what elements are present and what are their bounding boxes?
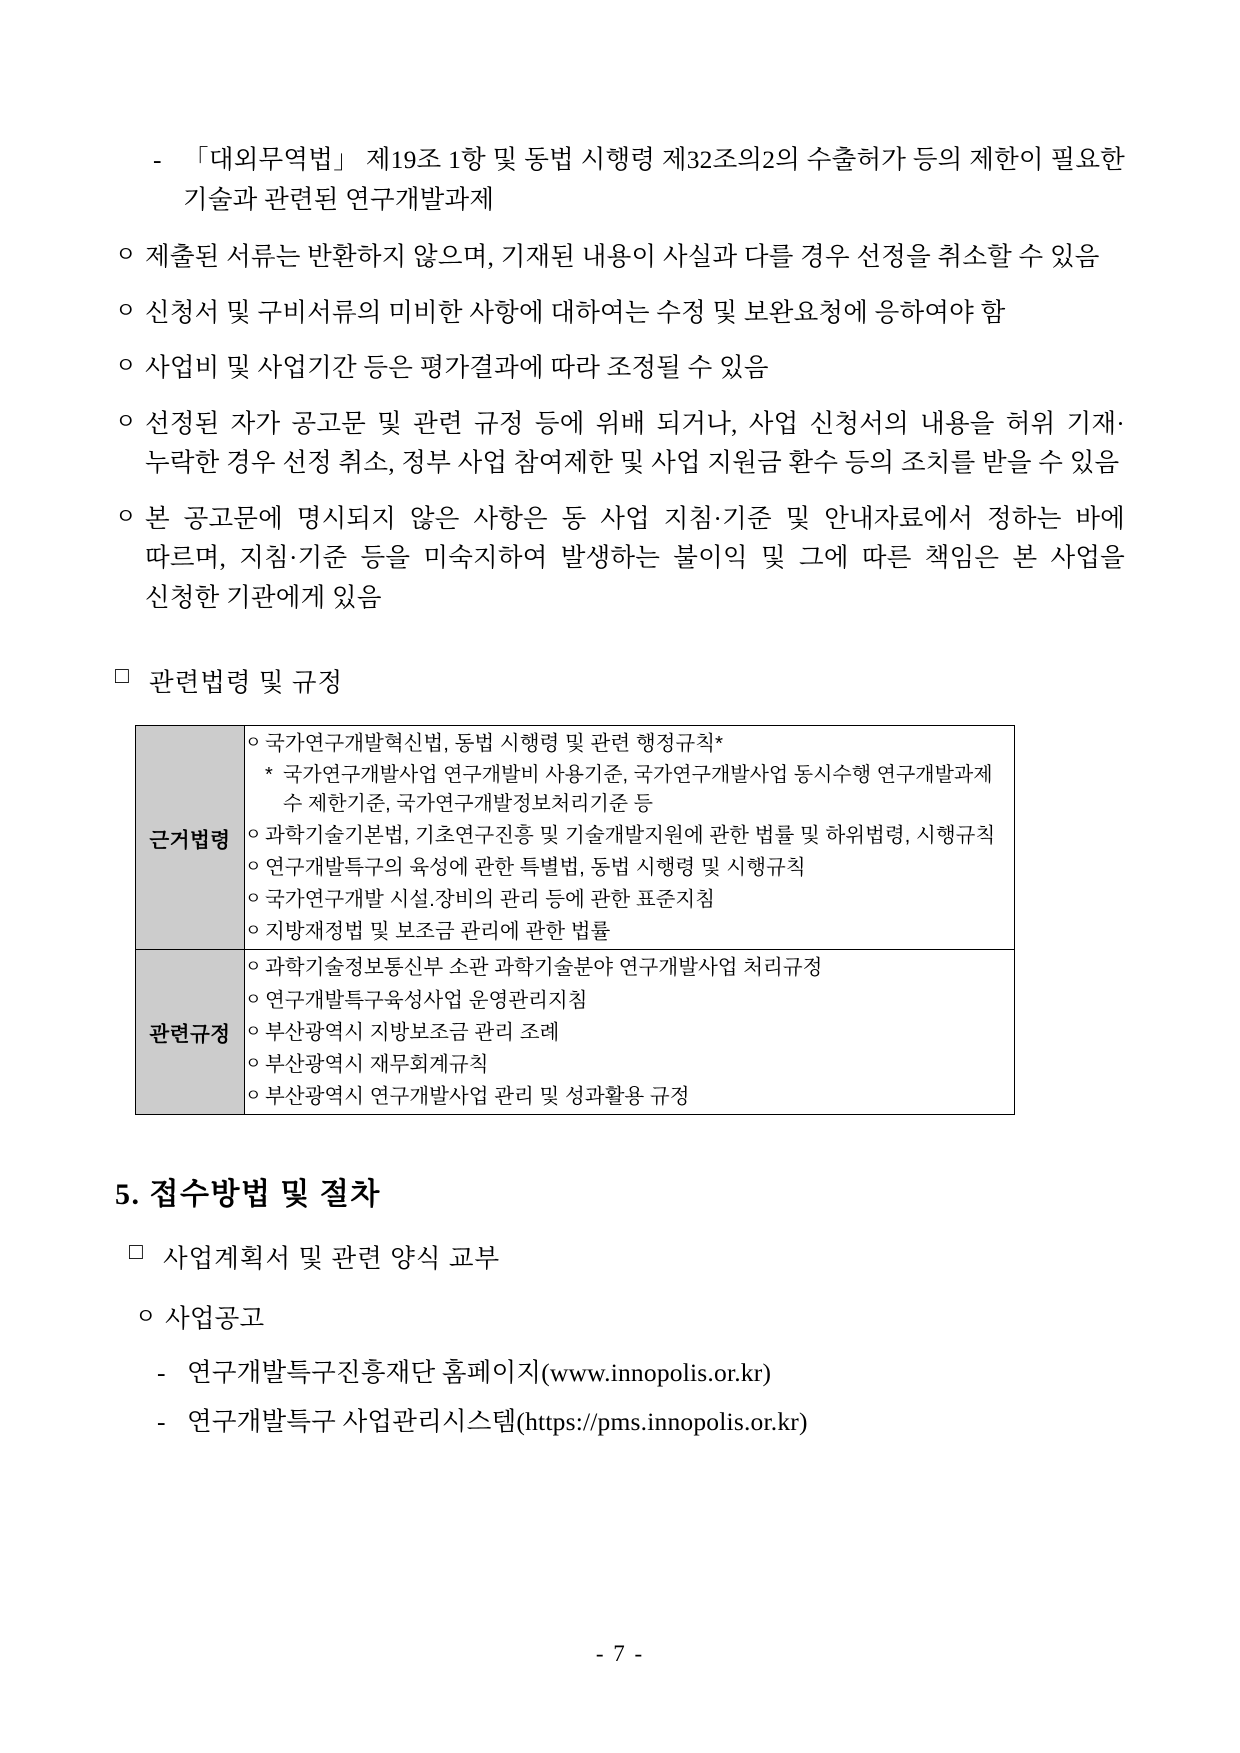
- circle-bullet-icon: ㅇ: [245, 1021, 262, 1041]
- table-list-note-text: 국가연구개발사업 연구개발비 사용기준, 국가연구개발사업 동시수행 연구개발과제 수 제한기준, 국가연구개발정보처리기준 등: [283, 764, 993, 815]
- table-list-item-text: 부산광역시 지방보조금 관리 조례: [265, 1020, 560, 1044]
- table-list-item-text: 부산광역시 연구개발사업 관리 및 성과활용 규정: [265, 1084, 690, 1108]
- circle-bullet-icon: ㅇ: [135, 1304, 157, 1330]
- list-marker: ㅇ: [115, 503, 137, 529]
- list-item-text: 연구개발특구진흥재단 홈페이지(www.innopolis.or.kr): [187, 1357, 772, 1387]
- section-title: 5. 접수방법 및 절차: [115, 1178, 381, 1212]
- square-bullet-icon: □: [115, 663, 130, 689]
- row-content: [245, 950, 1015, 1115]
- list-item: [115, 404, 1125, 483]
- page-number: - 7 -: [595, 1641, 645, 1666]
- law-section-heading: [115, 663, 1125, 699]
- table-row: [136, 726, 1015, 950]
- list-item-text: 사업비 및 사업기간 등은 평가결과에 따라 조정될 수 있음: [145, 353, 769, 383]
- circle-bullet-icon: ㅇ: [245, 957, 262, 977]
- list-item-text: 제출된 서류는 반환하지 않으며, 기재된 내용이 사실과 다를 경우 선정을 취소할 수 있음: [145, 242, 1100, 272]
- table-list-item-text: 국가연구개발 시설.장비의 관리 등에 관한 표준지침: [265, 888, 716, 912]
- table-list-item-text: 연구개발특구육성사업 운영관리지침: [265, 988, 588, 1012]
- table-list-item-text: 과학기술기본법, 기초연구진흥 및 기술개발지원에 관한 법률 및 하위법령, 시행규칙: [265, 824, 996, 848]
- table-list-item: [245, 885, 1014, 914]
- table-list-item-text: 과학기술정보통신부 소관 과학기술분야 연구개발사업 처리규정: [265, 956, 823, 980]
- row-label: 관련규정: [136, 950, 245, 1115]
- list-marker: ㅇ: [115, 242, 137, 268]
- table-list-item: [245, 1050, 1014, 1079]
- table-list-item-text: 연구개발특구의 육성에 관한 특별법, 동법 시행령 및 시행규칙: [265, 856, 806, 880]
- list-item: [157, 1353, 1125, 1393]
- subsection-heading-text: 사업계획서 및 관련 양식 교부: [163, 1244, 501, 1274]
- table-list-item: [245, 917, 1014, 946]
- table-list-item: [245, 821, 1014, 850]
- table-list-item: [245, 953, 1014, 982]
- table-list-item: [245, 986, 1014, 1015]
- law-section-heading-text: 관련법령 및 규정: [149, 668, 344, 698]
- list-item-text: 연구개발특구 사업관리시스템(https://pms.innopolis.or.kr): [187, 1407, 808, 1437]
- list-marker: ㅇ: [115, 353, 137, 379]
- list-item-text: 사업공고: [165, 1304, 265, 1334]
- table-list-item: [245, 1018, 1014, 1047]
- circle-bullet-icon: ㅇ: [245, 1053, 262, 1073]
- list-item: [153, 140, 1125, 219]
- circle-bullet-icon: ㅇ: [245, 989, 262, 1009]
- table-list-item-text: 지방재정법 및 보조금 관리에 관한 법률: [265, 920, 611, 944]
- circle-bullet-icon: ㅇ: [245, 733, 262, 753]
- table-list-note: [265, 761, 1014, 818]
- list-item: [115, 499, 1125, 618]
- row-content: [245, 726, 1015, 950]
- dash-marker: -: [157, 1407, 166, 1437]
- list-marker: ㅇ: [115, 408, 137, 434]
- list-item: [157, 1402, 1125, 1442]
- dash-marker: -: [157, 1357, 166, 1387]
- table-list-item-text: 부산광역시 재무회계규칙: [265, 1052, 489, 1076]
- list-item: [115, 348, 1125, 388]
- list-item-text: 본 공고문에 명시되지 않은 사항은 동 사업 지침·기준 및 안내자료에서 정하는 바에 따르며, 지침·기준 등을 미숙지하여 발생하는 불이익 및 그에 따른 책임은 본 사업을 신청한 기관에게 있음: [145, 503, 1125, 612]
- table-list-item: [245, 1082, 1014, 1111]
- table-list-item: [245, 729, 1014, 758]
- row-label: 근거법령: [136, 726, 245, 950]
- circle-bullet-icon: ㅇ: [245, 857, 262, 877]
- list-item: [135, 1299, 1125, 1339]
- circle-bullet-icon: ㅇ: [245, 921, 262, 941]
- circle-bullet-icon: ㅇ: [245, 825, 262, 845]
- table-list-item-text: 국가연구개발혁신법, 동법 시행령 및 관련 행정규칙*: [265, 732, 724, 756]
- list-item-text: 신청서 및 구비서류의 미비한 사항에 대하여는 수정 및 보완요청에 응하여야 함: [145, 297, 1006, 327]
- square-bullet-icon: □: [129, 1239, 144, 1265]
- list-item-text: 선정된 자가 공고문 및 관련 규정 등에 위배 되거나, 사업 신청서의 내용을 허위 기재·누락한 경우 선정 취소, 정부 사업 참여제한 및 사업 지원금 환수 등의 조치를 받을 수 있음: [145, 408, 1125, 478]
- list-marker: ㅇ: [115, 297, 137, 323]
- notes-list: [115, 140, 1125, 617]
- asterisk-marker: *: [265, 764, 273, 787]
- circle-bullet-icon: ㅇ: [245, 889, 262, 909]
- table-row: [136, 950, 1015, 1115]
- list-item-text: 「대외무역법」 제19조 1항 및 동법 시행령 제32조의2의 수출허가 등의 제한이 필요한 기술과 관련된 연구개발과제: [183, 145, 1125, 214]
- law-table: [135, 725, 1015, 1115]
- table-list-item: [245, 853, 1014, 882]
- subsection-heading: [129, 1239, 1125, 1275]
- list-item: [115, 237, 1125, 277]
- circle-bullet-icon: ㅇ: [245, 1085, 262, 1105]
- list-item: [115, 293, 1125, 333]
- list-marker: -: [153, 145, 162, 174]
